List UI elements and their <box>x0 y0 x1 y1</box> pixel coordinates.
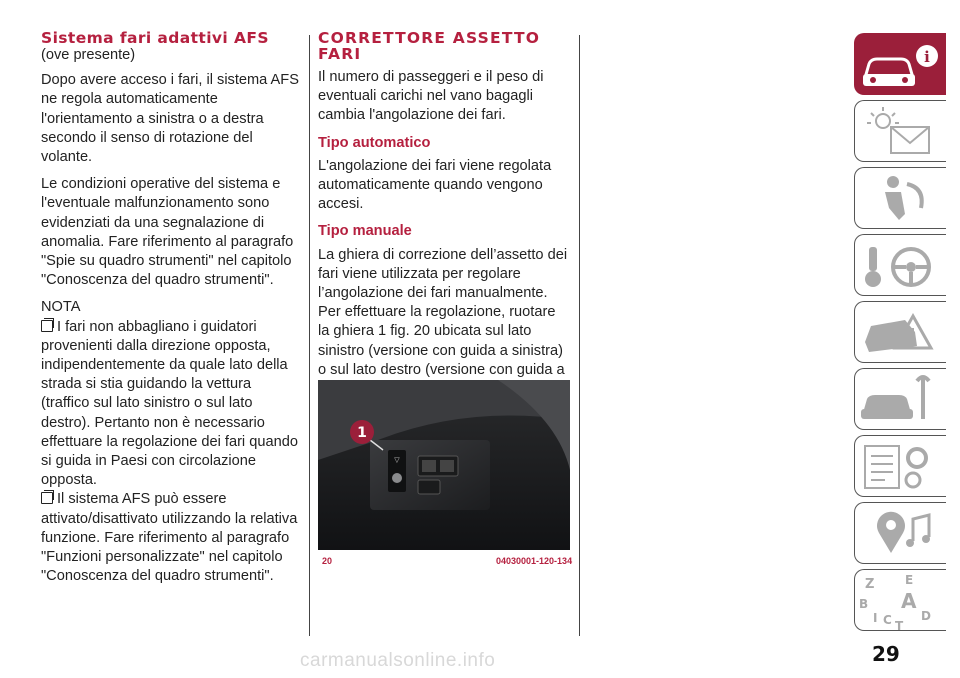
watermark-text: carmanualsonline.info <box>300 650 496 671</box>
subheading-manual: Tipo manuale <box>318 223 412 240</box>
section-title-afs: Sistema fari adattivi AFS <box>41 29 269 47</box>
car-info-icon <box>855 34 947 96</box>
nota-label: NOTA <box>41 299 81 316</box>
tab-emergency[interactable] <box>854 301 946 363</box>
alphabetical-index-icon <box>855 570 947 632</box>
note-text: I fari non abbagliano i guidatori provenienti dalla direzione opposta, indipendentemente da quale lato della strada si stia guidando la vettura (traffico sul lato sinistro o sul lato destro). Pertanto non è necessario effettuare la regolazione dei fari quando si guida in Paesi con circolazione opposta. <box>41 318 298 489</box>
key-steering-wheel-icon <box>855 235 947 297</box>
bullet-icon <box>41 492 53 504</box>
car-maintenance-icon <box>855 369 947 431</box>
car-breakdown-icon <box>855 302 947 364</box>
tab-starting-driving[interactable] <box>854 234 946 296</box>
airbag-seat-icon <box>855 168 947 230</box>
specs-gear-icon <box>855 436 947 498</box>
paragraph: Dopo avere acceso i fari, il sistema AFS ne regola automaticamente l'orientamento a sinistra o a destra secondo il senso di rotazione del volante. <box>41 72 299 166</box>
paragraph: L'angolazione dei fari viene regolata automaticamente quando vengono accesi. <box>318 157 552 213</box>
right-column <box>318 30 570 407</box>
figure-number: 20 <box>322 556 333 566</box>
tab-car-info[interactable] <box>854 33 946 95</box>
paragraph: Il numero di passeggeri e il peso di eventuali carichi nel vano bagagli cambia l'angolazione dei fari. <box>318 69 544 124</box>
bullet-icon <box>41 320 53 332</box>
left-column <box>41 30 299 586</box>
svg-text:D: D <box>921 609 931 623</box>
paragraph: Le condizioni operative del sistema e l'eventuale malfunzionamento sono evidenziati da una segnalazione di anomalia. Fare riferimento al paragrafo "Spie su quadro strumenti" nel capitolo "Conoscenza del quadro strumenti". <box>41 176 294 289</box>
warning-lights-envelope-icon <box>855 101 947 163</box>
svg-text:A: A <box>901 589 917 613</box>
page-number: 29 <box>872 642 900 666</box>
note-item <box>41 490 299 586</box>
column-divider <box>309 35 310 636</box>
multimedia-icon <box>855 503 947 565</box>
section-title-correttore: CORRETTORE ASSETTO FARI <box>318 29 541 63</box>
svg-text:i: i <box>924 48 930 66</box>
tab-index[interactable] <box>854 569 946 631</box>
paragraph: La ghiera di correzione dell’assetto dei fari viene utilizzata per regolare l’angolazione dei fari manualmente. Per effettuare la regolazione, ruotare la ghiera 1 fig. 20 ubicata sul lato sinistro (versione con guida a sinistra) o sul lato destro (versione con guida a <box>318 246 568 378</box>
tab-warning-lights[interactable] <box>854 100 946 162</box>
note-text: Il sistema AFS può essere attivato/disattivato utilizzando la relativa funzione. Fare riferimento al paragrafo "Funzioni personalizzate" nel capitolo "Conoscenza del quadro strumenti". <box>41 491 298 585</box>
column-divider <box>579 35 580 636</box>
section-subtitle: (ove presente) <box>41 47 136 63</box>
svg-text:▽: ▽ <box>394 456 400 464</box>
callout-number: 1 <box>357 425 367 441</box>
svg-text:B: B <box>859 597 869 611</box>
subheading-automatic: Tipo automatico <box>318 134 431 151</box>
svg-text:Z: Z <box>865 577 875 592</box>
tab-technical-data[interactable] <box>854 435 946 497</box>
dashboard-photo <box>318 380 570 550</box>
note-item <box>41 318 299 491</box>
tab-multimedia[interactable] <box>854 502 946 564</box>
svg-text:T: T <box>895 619 904 632</box>
svg-text:I: I <box>873 611 878 625</box>
svg-text:C: C <box>883 613 892 627</box>
tab-maintenance[interactable] <box>854 368 946 430</box>
tab-safety[interactable] <box>854 167 946 229</box>
svg-text:E: E <box>905 573 914 587</box>
figure-code: 04030001-120-134 <box>496 556 573 566</box>
